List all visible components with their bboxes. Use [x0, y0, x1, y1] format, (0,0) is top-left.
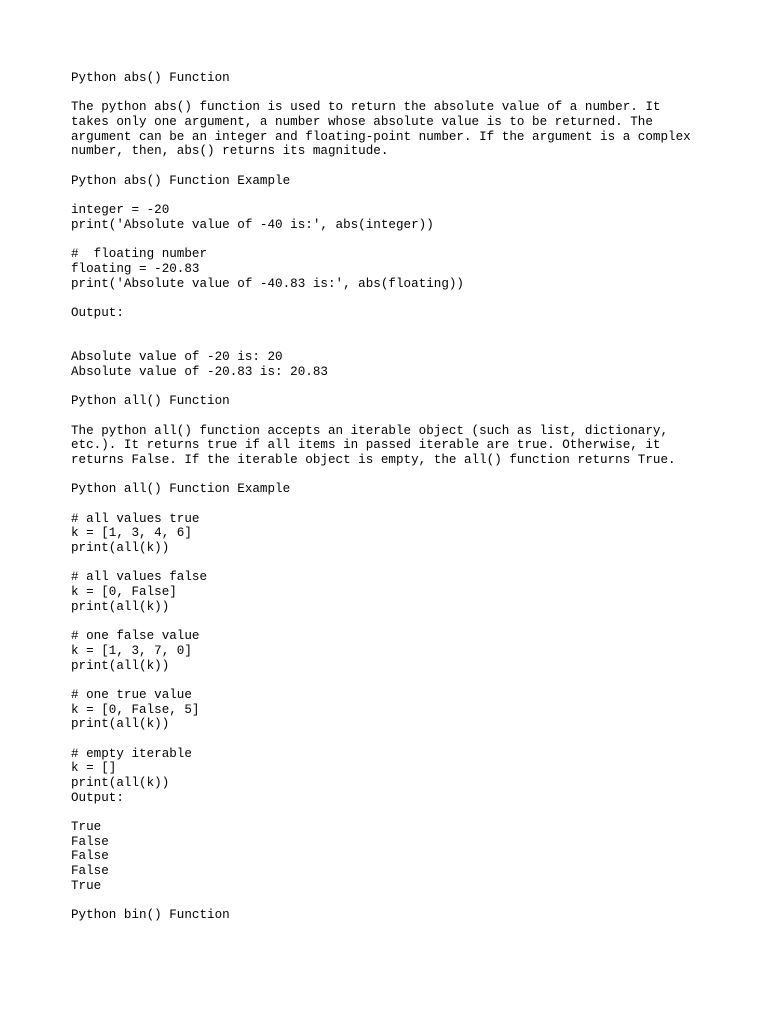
- text-line: # one false value: [71, 629, 200, 644]
- text-line: returns False. If the iterable object is empty, the all() function returns True.: [71, 452, 676, 467]
- text-line: False: [71, 864, 109, 879]
- text-line: # floating number: [71, 247, 208, 262]
- text-line: Python abs() Function Example: [71, 173, 291, 188]
- text-line: print(all(k)): [71, 541, 170, 555]
- text-line: print(all(k)): [71, 717, 170, 732]
- blank-line: [71, 673, 711, 688]
- text-line: print('Absolute value of -40 is:', abs(integer)): [71, 217, 434, 232]
- text-line: # empty iterable: [71, 746, 192, 761]
- blank-line: [71, 189, 711, 204]
- blank-line: [71, 732, 711, 747]
- blank-line: [71, 86, 711, 101]
- text-line: Python all() Function Example: [71, 482, 291, 497]
- text-line: Python abs() Function: [71, 71, 230, 85]
- blank-line: [71, 233, 711, 248]
- text-line: print('Absolute value of -40.83 is:', abs(floating)): [71, 276, 464, 291]
- text-line: # all values false: [71, 570, 208, 585]
- blank-line: [71, 335, 711, 350]
- blank-line: [71, 468, 711, 483]
- blank-line: [71, 556, 711, 571]
- text-line: k = [1, 3, 7, 0]: [71, 643, 192, 658]
- text-line: argument can be an integer and floating-point number. If the argument is a complex: [71, 129, 691, 144]
- text-line: Output:: [71, 306, 124, 320]
- blank-line: [71, 159, 711, 174]
- document-page: [71, 71, 711, 923]
- text-line: print(all(k)): [71, 776, 170, 790]
- text-line: Output:: [71, 790, 124, 805]
- text-line: Python bin() Function: [71, 908, 230, 923]
- text-line: # one true value: [71, 687, 192, 702]
- text-line: The python abs() function is used to return the absolute value of a number. It: [71, 100, 661, 115]
- text-line: Absolute value of -20 is: 20: [71, 350, 283, 365]
- blank-line: [71, 497, 711, 512]
- blank-line: [71, 321, 711, 336]
- text-line: floating = -20.83: [71, 261, 200, 276]
- text-line: The python all() function accepts an iterable object (such as list, dictionary,: [71, 423, 669, 438]
- text-line: k = [1, 3, 4, 6]: [71, 526, 192, 541]
- text-line: Python all() Function: [71, 394, 230, 409]
- text-line: takes only one argument, a number whose absolute value is to be returned. The: [71, 115, 653, 130]
- blank-line: [71, 614, 711, 629]
- text-line: k = []: [71, 761, 117, 776]
- blank-line: [71, 379, 711, 394]
- text-line: integer = -20: [71, 203, 170, 218]
- text-line: True: [71, 820, 102, 835]
- blank-line: [71, 894, 711, 909]
- text-line: k = [0, False, 5]: [71, 702, 200, 717]
- text-line: False: [71, 834, 109, 849]
- text-line: number, then, abs() returns its magnitude.: [71, 144, 389, 159]
- text-line: print(all(k)): [71, 658, 170, 673]
- text-line: True: [71, 878, 102, 893]
- blank-line: [71, 409, 711, 424]
- text-line: print(all(k)): [71, 599, 170, 614]
- blank-line: [71, 291, 711, 306]
- text-line: Absolute value of -20.83 is: 20.83: [71, 364, 328, 379]
- text-line: k = [0, False]: [71, 585, 177, 600]
- text-line: etc.). It returns true if all items in passed iterable are true. Otherwise, it: [71, 438, 661, 453]
- text-line: # all values true: [71, 511, 200, 526]
- blank-line: [71, 805, 711, 820]
- text-line: False: [71, 849, 109, 864]
